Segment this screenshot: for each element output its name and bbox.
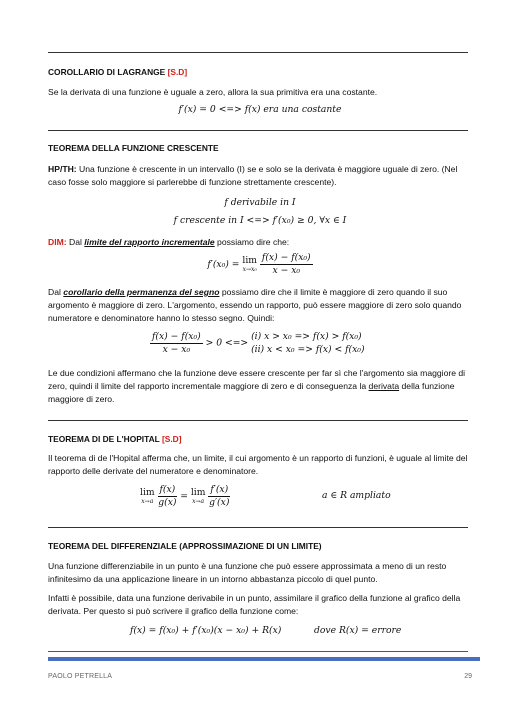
hopital-tag: [S.D]: [161, 434, 182, 444]
crescente-para-3: Le due condizioni affermano che la funzione deve essere crescente per far sì che l'argomento sia maggiore di zero, quindi il limite del rapporto incrementale maggiore di zero e di conseguenza la derivata della funzione maggiore di zero.: [48, 368, 466, 404]
footer-author: PAOLO PETRELLA: [48, 673, 113, 680]
sign-condition: $\frac{\text{f(x) − f(x₀)}}{\text{x − x₀}}$ > 0 <=> (i) x > x₀ => f(x) > f(x₀) (ii) x < x₀ => f(x) < f(x₀): [152, 330, 365, 355]
lagrange-formula: f′(x) = 0 <=> f(x) era una costante: [178, 104, 342, 115]
crescente-formula-1: f derivabile in I: [224, 197, 296, 208]
divider-1: [48, 130, 468, 131]
crescente-formula-2: f crescente in I <=> f′(x₀) ≥ 0, ∀x ∈ I: [173, 215, 347, 226]
hp-text: Una funzione è crescente in un intervallo (I) se e solo se la derivata è maggiore uguale di zero. (Nel caso fosse solo maggiore si parlerebbe di funzione strettamente crescente).: [48, 164, 458, 187]
differenziale-formula-note: dove R(x) = errore: [314, 625, 402, 636]
link-permanenza-segno[interactable]: corollario della permanenza del segno: [63, 287, 220, 297]
differenziale-formula: f(x) = f(x₀) + f′(x₀)(x − x₀) + R(x): [130, 625, 282, 636]
hopital-formula: lim x→a $\frac{f(x)}{g(x)}$ = lim x→a $\frac{f'(x)}{g'(x)}$: [140, 484, 230, 508]
crescente-hp: [48, 163, 472, 189]
dim-label: DIM:: [48, 237, 67, 247]
page-number: 29: [464, 673, 472, 680]
hopital-text: Il teorema di de l'Hopital afferma che, un limite, il cui argomento è un rapporto di funzioni, è uguale al limite del rapporto delle derivate del numeratore e denominatore.: [48, 453, 468, 476]
lagrange-tag: [S.D]: [167, 67, 188, 77]
crescente-dim: DIM: Dal limite del rapporto incrementale possiamo dire che:: [48, 237, 290, 247]
hp-label: HP/TH:: [48, 164, 77, 174]
differenziale-title: TEOREMA DEL DIFFERENZIALE (APPROSSIMAZIONE DI UN LIMITE): [48, 541, 322, 551]
link-limite-rapporto[interactable]: limite del rapporto incrementale: [84, 237, 215, 247]
derivative-definition: f′(x₀) = lim x→x₀ $\frac{\text{f(x) − f(x₀)}}{\text{x − x₀}}$: [207, 252, 311, 276]
hopital-note: a ∈ R ampliato: [322, 490, 391, 501]
crescente-title: TEOREMA DELLA FUNZIONE CRESCENTE: [48, 143, 219, 153]
divider-2: [48, 420, 468, 421]
footer-bar: [48, 657, 480, 661]
differenziale-para-2: Infatti è possibile, data una funzione derivabile in un punto, assimilare il grafico della funzione al grafico della derivata. Per questo si può scrivere il grafico della funzione come:: [48, 593, 461, 616]
link-derivata[interactable]: derivata: [368, 381, 400, 391]
hopital-title: TEOREMA DI DE L'HOPITAL [S.D]: [48, 434, 182, 444]
top-divider: [48, 52, 468, 53]
crescente-para-2: Dal corollario della permanenza del segno possiamo dire che il limite è maggiore di zero quando il suo argomento è maggiore di zero. L'argomento, essendo un rapporto, può essere maggiore di zero solo quando numeratore e denominatore hanno lo stesso segno. Quindi:: [48, 287, 462, 323]
divider-4: [48, 651, 468, 652]
divider-3: [48, 527, 468, 528]
differenziale-para-1: Una funzione differenziabile in un punto è una funzione che può essere approssimata a meno di un resto infinitesimo da una applicazione lineare in un intorno abbastanza piccolo di quel punto.: [48, 561, 447, 584]
lagrange-text: Se la derivata di una funzione è uguale a zero, allora la sua primitiva era una costante.: [48, 87, 378, 97]
lagrange-title: COROLLARIO DI LAGRANGE [S.D]: [48, 67, 188, 77]
